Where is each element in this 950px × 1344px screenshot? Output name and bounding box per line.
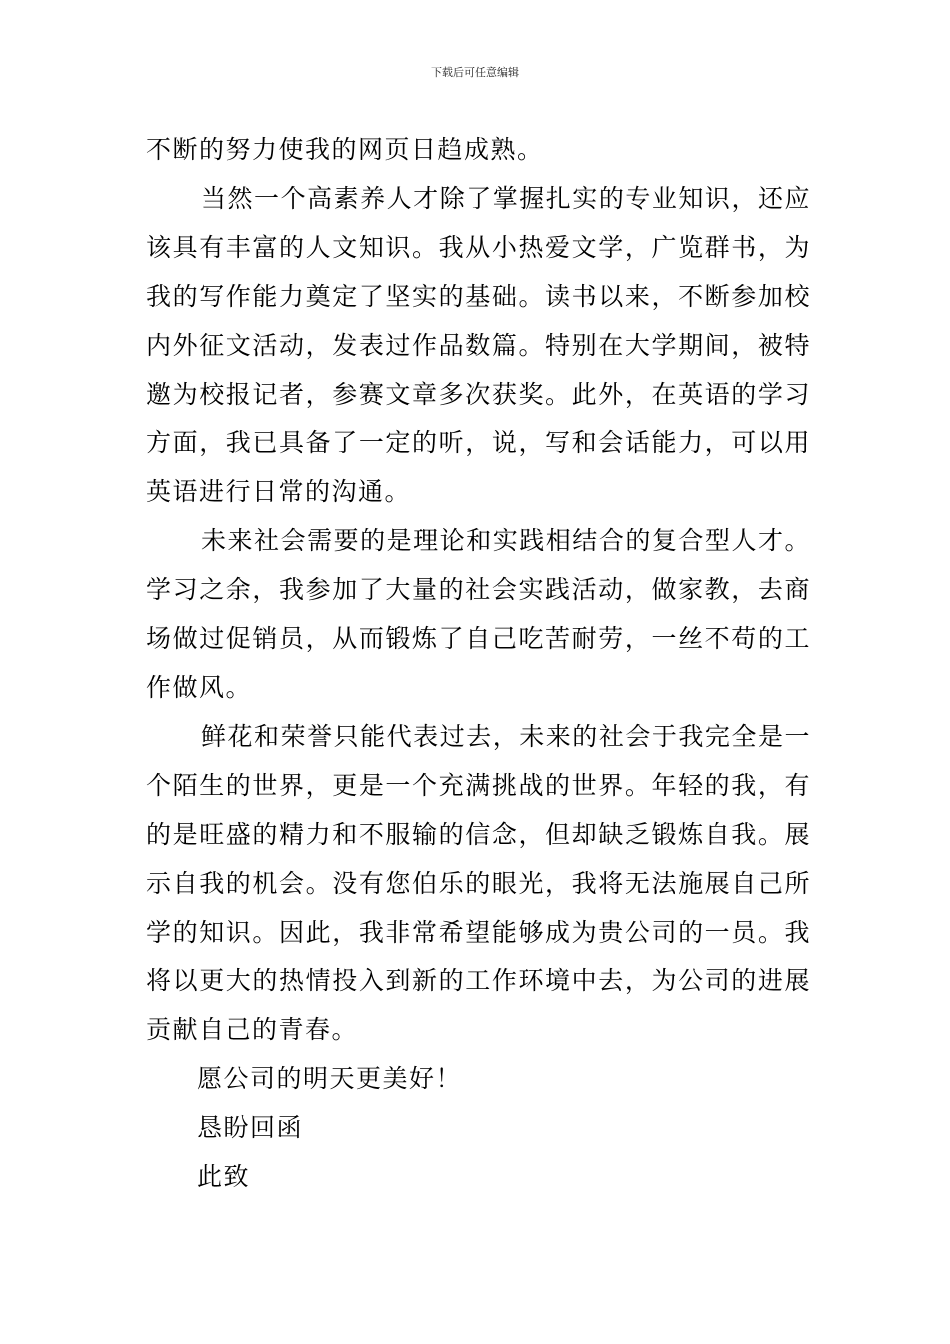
letter-body bbox=[146, 126, 811, 1202]
closing-await-reply: 恳盼回函 bbox=[197, 1113, 304, 1143]
page-header: 下载后可任意编辑 bbox=[431, 66, 519, 79]
paragraph-continuation: 不断的努力使我的网页日趋成熟。 bbox=[146, 135, 544, 164]
paragraph-humanities: 当然一个高素养人才除了掌握扎实的专业知识，还应该具有丰富的人文知识。我从小热爱文学，广览群书，为我的写作能力奠定了坚实的基础。读书以来，不断参加校内外征文活动，发表过作品数篇。特别在大学期间，被特邀为校报记者，参赛文章多次获奖。此外，在英语的学习方面，我已具备了一定的听，说，写和会话能力，可以用英语进行日常的沟通。 bbox=[146, 183, 811, 507]
paragraph-practice: 未来社会需要的是理论和实践相结合的复合型人才。学习之余，我参加了大量的社会实践活动，做家教，去商场做过促销员，从而锻炼了自己吃苦耐劳，一丝不苟的工作做风。 bbox=[146, 526, 811, 702]
paragraph-future: 鲜花和荣誉只能代表过去，未来的社会于我完全是一个陌生的世界，更是一个充满挑战的世界。年轻的我，有的是旺盛的精力和不服输的信念，但却缺乏锻炼自我。展示自我的机会。没有您伯乐的眼光，我将无法施展自己所学的知识。因此，我非常希望能够成为贵公司的一员。我将以更大的热情投入到新的工作环境中去，为公司的进展贡献自己的青春。 bbox=[146, 721, 811, 1045]
closing-wish: 愿公司的明天更美好！ bbox=[197, 1064, 463, 1094]
closing-salutation: 此致 bbox=[197, 1162, 251, 1192]
